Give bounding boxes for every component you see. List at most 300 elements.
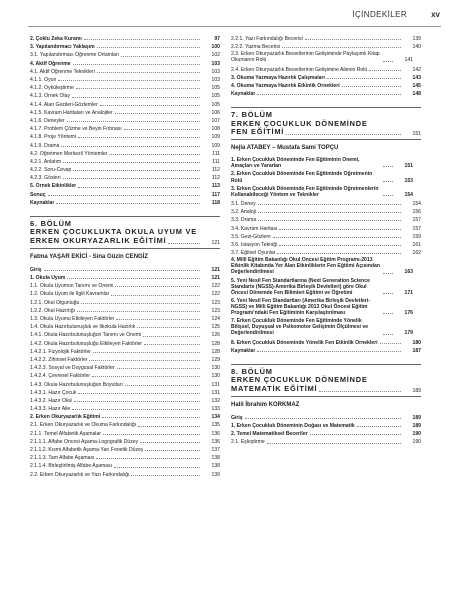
toc-entry-title: 1.4.2.4. Çevresel Faktörler: [30, 373, 91, 380]
toc-entry-title: 2.2. Erken Okuryazarlık ve Yazı Farkındalığı: [30, 471, 130, 478]
chapter-page: 121: [211, 239, 220, 246]
chapter-7-heading: [231, 107, 421, 151]
leader-dots: [78, 137, 200, 138]
chapter-8-heading: [231, 364, 421, 408]
toc-entry: [231, 317, 421, 337]
toc-entry-page: 103: [211, 60, 220, 67]
toc-entry-title: 8. Erken Çocukluk Döneminde Yönelik Fen Etkinlik Örnekleri: [231, 339, 378, 346]
leader-dots: [72, 97, 200, 98]
chapter-title-text: FEN EĞİTİMİ: [231, 127, 285, 137]
toc-entry-title: 1.4.2.1. Fizyolojik Faktörler: [30, 348, 91, 355]
toc-entry: [30, 453, 220, 461]
leader-dots: [383, 195, 393, 196]
toc-entry-title: 1.1. Okula Uyumun Tanımı ve Önemi: [30, 283, 114, 290]
toc-entry: [231, 248, 421, 256]
leader-dots: [76, 88, 200, 89]
toc-entry: [231, 73, 421, 81]
leader-dots: [383, 61, 393, 62]
toc-entry-title: 4.1. Aktif Öğrenme Teknikleri: [30, 68, 95, 75]
leader-dots: [245, 418, 401, 419]
leader-dots: [342, 86, 401, 87]
toc-entry-title: 2.1. Erken Okuryazarlık ve Okuma Farkındalığı: [30, 422, 137, 429]
toc-entry: [30, 298, 220, 306]
chapter-label: 6. BÖLÜM: [30, 218, 72, 228]
toc-entry-title: 4.1.7. Problem Çözme ve Beyin Fırtınası: [30, 126, 122, 133]
toc-entry: [231, 338, 421, 346]
toc-entry-title: Kaynaklar: [30, 199, 55, 206]
leader-dots: [137, 327, 200, 328]
leader-dots: [327, 78, 401, 79]
toc-entry-title: 3. Erken Çocukluk Döneminde Fen Eğitiminde Öğretmenlerin Kullanabileceği Yöntem ve Teknikler: [231, 185, 379, 198]
toc-entry-title: 3.5. Gezi-Gözlem: [231, 233, 271, 240]
chapter-6-heading: [30, 216, 220, 260]
leader-dots: [258, 212, 401, 213]
toc-entry: [231, 429, 421, 437]
leader-dots: [125, 385, 200, 386]
toc-entry: [231, 437, 421, 445]
leader-dots: [73, 170, 200, 171]
leader-dots: [100, 105, 200, 106]
chapter-page: 189: [412, 387, 421, 394]
toc-entry-page: 140: [412, 44, 421, 51]
toc-entry-title: 2. Temel Matematiksel Beceriler: [231, 431, 308, 438]
toc-entry-title: 1.4.3.2. Hazır Okul: [30, 397, 73, 404]
toc-entry-page: 130: [211, 365, 220, 372]
toc-entry-page: 154: [412, 200, 421, 207]
toc-entry: [231, 156, 421, 170]
leader-dots: [121, 56, 200, 57]
toc-entry-title: 2. Çoklu Zeka Kuramı: [30, 36, 82, 43]
leader-dots: [111, 295, 200, 296]
toc-entry-page: 128: [211, 348, 220, 355]
toc-entry: [30, 347, 220, 355]
toc-entry: [231, 413, 421, 421]
toc-entry: [231, 50, 421, 64]
leader-dots: [277, 253, 401, 254]
chapter-title-line: [30, 237, 220, 246]
toc-entry-title: 4.1.4. Alan Gezileri-Gözlemler: [30, 101, 98, 108]
page-number: xv: [431, 10, 440, 19]
leader-dots: [143, 336, 200, 337]
toc-entry-page: 111: [212, 150, 220, 157]
toc-entry-page: 109: [211, 142, 220, 149]
toc-entry-page: 189: [412, 414, 421, 421]
leader-dots: [369, 70, 401, 71]
toc-entry-title: 4.1.2. Öyküleştirme: [30, 85, 74, 92]
leader-dots: [131, 475, 200, 476]
toc-entry: [30, 165, 220, 173]
toc-entry-title: 1.4.3.3. Hazır Aile: [30, 406, 71, 413]
toc-entry: [30, 83, 220, 91]
chapter-title-line: [231, 128, 421, 137]
toc-entry-page: 107: [211, 117, 220, 124]
toc-entry: [231, 34, 421, 42]
leader-dots: [73, 64, 200, 65]
toc-entry-page: 187: [412, 347, 421, 354]
toc-list: [231, 156, 421, 354]
toc-entry: [231, 89, 421, 97]
toc-entry-title: 4.1.3. Örnek Olay: [30, 93, 70, 100]
leader-dots: [103, 434, 200, 435]
leader-dots: [109, 154, 200, 155]
toc-entry-title: 2.1.1. Temel Alfabetik Aşamalar: [30, 430, 101, 437]
toc-entry-page: 137: [211, 447, 220, 454]
leader-dots: [319, 391, 401, 392]
toc-entry: [30, 396, 220, 404]
leader-dots: [67, 278, 200, 279]
leader-dots: [383, 313, 393, 314]
leader-dots: [357, 426, 401, 427]
toc-entry-title: 1.4.1. Okula Hazırbulunuşluğun Tanımı ve Önemi: [30, 332, 142, 339]
toc-entry: [30, 42, 220, 50]
toc-entry: [30, 330, 220, 338]
leader-dots: [282, 47, 401, 48]
chapter-rule: [231, 107, 421, 108]
toc-entry-title: 1.2.1. Okul Olgunluğu: [30, 299, 80, 306]
toc-entry-page: 163: [404, 269, 413, 276]
toc-entry: [30, 420, 220, 428]
chapter-authors: Fatma YAŞAR EKİCİ - Sina Güzin CENGİZ: [30, 253, 149, 260]
toc-entry: [231, 185, 421, 199]
toc-entry-title: 1.2. Okula Uyum ile İlgili Kavramlar: [30, 291, 110, 298]
toc-entry-page: 138: [211, 455, 220, 462]
toc-entry-title: Giriş: [231, 414, 243, 421]
toc-entry: [30, 67, 220, 75]
leader-dots: [380, 343, 401, 344]
toc-entry-title: 3.4. Kavram Haritası: [231, 225, 278, 232]
chapter-title-line: [231, 385, 421, 394]
leader-dots: [286, 134, 401, 135]
toc-entry: [30, 108, 220, 116]
toc-entry-page: 105: [211, 101, 220, 108]
toc-entry-page: 124: [211, 316, 220, 323]
toc-list: [231, 413, 421, 446]
toc-entry-page: 97: [214, 36, 220, 43]
leader-dots: [48, 195, 200, 196]
toc-entry-title: 4.1.9. Drama: [30, 142, 60, 149]
toc-entry-page: 130: [211, 373, 220, 380]
leader-dots: [63, 178, 200, 179]
toc-entry: [30, 149, 220, 157]
toc-entry: [231, 207, 421, 215]
toc-entry-title: 3.1. Yapılandırmacı Öğrenme Ortamları: [30, 52, 119, 59]
leader-dots: [92, 376, 200, 377]
toc-entry-title: 2.1. Eşleştirme: [231, 439, 265, 446]
toc-entry: [30, 157, 220, 165]
toc-entry-page: 109: [211, 134, 220, 141]
toc-entry-page: 105: [211, 93, 220, 100]
leader-dots: [310, 434, 401, 435]
toc-entry: [231, 232, 421, 240]
toc-entry-page: 141: [404, 57, 413, 64]
toc-entry-title: 3.3. Drama: [231, 217, 257, 224]
toc-entry: [30, 140, 220, 148]
toc-entry-page: 154: [404, 191, 413, 198]
toc-entry-page: 131: [211, 381, 220, 388]
leader-dots: [273, 237, 401, 238]
leader-dots: [97, 72, 200, 73]
toc-entry-page: 190: [412, 439, 421, 446]
toc-entry-title: Kaynaklar: [231, 91, 256, 98]
leader-dots: [56, 203, 200, 204]
chapter-rule: [30, 248, 220, 249]
toc-entry-page: 123: [211, 299, 220, 306]
toc-entry-title: 7. Erken Çocukluk Döneminde Fen Eğitiminde Yönelik Bilişsel, Duyuşsal ve Psikomotor Gelişimin Ölçülmesi ve Değerlendirilmesi: [231, 318, 369, 337]
toc-entry-title: 4.1.8. Proje Yöntemi: [30, 134, 77, 141]
toc-entry: [30, 75, 220, 83]
toc-entry-title: 3.2. Analoji: [231, 209, 256, 216]
header-rule: [28, 26, 441, 27]
running-title: İÇİNDEKİLER: [352, 10, 407, 19]
toc-entry-page: 105: [211, 85, 220, 92]
toc-entry: [231, 215, 421, 223]
leader-dots: [115, 286, 200, 287]
leader-dots: [63, 162, 200, 163]
leader-dots: [124, 129, 200, 130]
toc-entry-title: 2.1.1.4. Birleştirilmiş Alfabe Aşaması: [30, 463, 113, 470]
toc-entry-title: 4. Okuma Yazmaya Hazırlık Etkinlik Örnekleri: [231, 83, 340, 90]
chapter-label: 8. BÖLÜM: [231, 366, 273, 376]
chapter-title-line: ERKEN ÇOCUKLUK DÖNEMİNDE: [231, 375, 368, 385]
toc-entry-title: 2.3. Erken Okuryazarlık Becerilerinin Gelişiminde Paylaşımlı Kitap Okumanın Rolü: [231, 51, 380, 64]
toc-entry-title: 4.2. Öğretmen Merkezli Yöntemler: [30, 150, 108, 157]
toc-entry-title: 5. Örnek Etkinlikler: [30, 183, 77, 190]
toc-entry-page: 136: [211, 438, 220, 445]
toc-entry-page: 179: [404, 330, 413, 337]
toc-entry: [30, 190, 220, 198]
leader-dots: [89, 360, 200, 361]
leader-dots: [117, 368, 200, 369]
leader-dots: [97, 47, 200, 48]
leader-dots: [67, 121, 200, 122]
toc-entry-title: 5. Yeni Nesil Fen Standartlarına (Next Generation Science Standarts (NGSS)-Amerika Birleşik Devletleri) göre Okul Öncesi Dönemde Fen Bilimleri Eğitimi ve Öğretimi: [231, 277, 370, 296]
toc-entry-page: 171: [404, 289, 413, 296]
toc-entry-title: Sonuç: [30, 191, 46, 198]
toc-entry: [30, 355, 220, 363]
toc-entry-page: 111: [212, 158, 220, 165]
toc-entry: [30, 265, 220, 273]
page-header: [0, 0, 459, 32]
chapter-page: 151: [412, 131, 421, 138]
toc-entry-title: 4.2.2. Soru-Cevap: [30, 167, 72, 174]
toc-entry-title: Kaynaklar: [231, 347, 256, 354]
chapter-title-line: ERKEN ÇOCUKLUKTA OKULA UYUM VE: [30, 227, 198, 237]
toc-entry-page: 148: [412, 91, 421, 98]
leader-dots: [114, 467, 200, 468]
leader-dots: [58, 80, 200, 81]
leader-dots: [145, 450, 200, 451]
toc-entry-page: 100: [211, 44, 220, 51]
leader-dots: [383, 334, 393, 335]
chapter-label: 7. BÖLÜM: [231, 110, 273, 120]
toc-list: [30, 34, 220, 206]
chapter-rule: [30, 216, 220, 217]
toc-entry-page: 108: [211, 126, 220, 133]
leader-dots: [383, 293, 393, 294]
toc-entry-title: 2.2.1. Yazı Farkındalığı Becerisi: [231, 36, 303, 43]
leader-dots: [140, 442, 200, 443]
toc-list: [30, 265, 220, 478]
toc-entry: [231, 170, 421, 184]
toc-entry-page: 117: [211, 191, 220, 198]
leader-dots: [144, 344, 200, 345]
toc-entry-page: 128: [211, 340, 220, 347]
toc-entry-page: 161: [412, 241, 421, 248]
toc-entry: [30, 445, 220, 453]
toc-entry-title: 2.4. Erken Okuryazarlık Becerilerinin Gelişimine Ailenin Rolü: [231, 66, 368, 73]
toc-entry-page: 157: [412, 225, 421, 232]
toc-entry: [231, 421, 421, 429]
toc-entry-title: 1.3. Okula Uyumu Etkileyen Faktörler: [30, 316, 115, 323]
toc-entry: [30, 388, 220, 396]
leader-dots: [78, 393, 200, 394]
toc-entry-page: 132: [211, 397, 220, 404]
toc-entry: [231, 223, 421, 231]
toc-entry-page: 153: [404, 177, 413, 184]
chapter-rule: [231, 396, 421, 397]
toc-entry: [30, 100, 220, 108]
toc-entry-page: 102: [211, 52, 220, 59]
toc-entry: [231, 256, 421, 276]
toc-entry-title: Giriş: [30, 266, 42, 273]
leader-dots: [257, 351, 401, 352]
toc-entry-title: 2. Erken Okuryazarlık Eğitimi: [30, 414, 101, 421]
chapter-title-text: MATEMATİK EĞİTİMİ: [231, 383, 318, 393]
leader-dots: [74, 401, 200, 402]
toc-entry-page: 156: [412, 209, 421, 216]
toc-entry: [30, 437, 220, 445]
toc-entry-page: 143: [412, 74, 421, 81]
toc-entry: [231, 199, 421, 207]
chapter-rule: [231, 364, 421, 365]
leader-dots: [267, 443, 401, 444]
toc-entry-page: 129: [211, 356, 220, 363]
leader-dots: [115, 113, 200, 114]
toc-entry: [30, 404, 220, 412]
chapter-title-text: ERKEN OKURYAZARLIK EĞİTİMİ: [30, 235, 167, 245]
leader-dots: [102, 417, 200, 418]
toc-entry-page: 136: [211, 430, 220, 437]
leader-dots: [84, 39, 200, 40]
toc-entry-page: 145: [412, 83, 421, 90]
toc-entry: [30, 132, 220, 140]
leader-dots: [93, 352, 200, 353]
leader-dots: [81, 303, 200, 304]
toc-entry-page: 135: [211, 422, 220, 429]
leader-dots: [44, 270, 200, 271]
toc-entry-page: 133: [211, 406, 220, 413]
toc-entry-page: 122: [211, 291, 220, 298]
chapter-rule: [231, 139, 421, 140]
toc-entry-title: 6. Yeni Nesil Fen Standartları (Amerika Birleşik Devletleri-NGSS) ve Milli Eğitim Bakanlığı 2013 Okul Öncesi Eğitim Programı'ndaki Fen Eğitiminin Karşılaştırılması: [231, 297, 370, 317]
leader-dots: [116, 319, 200, 320]
toc-entry: [231, 81, 421, 89]
toc-right-column: [231, 34, 421, 446]
toc-entry-title: 3.7. Eğitsel Oyunlar: [231, 250, 276, 257]
toc-entry: [30, 173, 220, 181]
toc-entry: [30, 306, 220, 314]
toc-entry-title: 3.1. Deney: [231, 200, 256, 207]
toc-entry-title: 4. Aktif Öğrenme: [30, 60, 71, 67]
leader-dots: [138, 426, 200, 427]
toc-entry: [30, 412, 220, 420]
toc-entry-page: 123: [211, 307, 220, 314]
toc-entry-page: 126: [211, 332, 220, 339]
toc-entry-page: 112: [211, 175, 220, 182]
toc-entry-title: 1.4.2.3. Sosyal ve Duygusal Faktörler: [30, 365, 115, 372]
toc-entry: [30, 198, 220, 206]
leader-dots: [279, 229, 401, 230]
toc-entry: [30, 91, 220, 99]
toc-entry-title: 4.1.6. Deneyler: [30, 117, 65, 124]
toc-entry: [30, 124, 220, 132]
leader-dots: [383, 181, 393, 182]
toc-entry: [30, 322, 220, 330]
toc-entry-page: 118: [211, 199, 220, 206]
toc-entry-page: 112: [211, 167, 220, 174]
toc-entry-page: 189: [412, 423, 421, 430]
toc-entry-page: 139: [211, 471, 220, 478]
toc-entry: [30, 289, 220, 297]
toc-entry: [231, 65, 421, 73]
chapter-title-line: ERKEN ÇOCUKLUK DÖNEMİNDE: [231, 118, 368, 128]
leader-dots: [257, 94, 401, 95]
toc-entry-page: 103: [211, 77, 220, 84]
toc-entry-page: 190: [412, 431, 421, 438]
toc-entry-page: 142: [412, 66, 421, 73]
toc-entry: [30, 379, 220, 387]
toc-entry: [30, 273, 220, 281]
toc-entry-page: 121: [211, 275, 220, 282]
leader-dots: [77, 311, 200, 312]
leader-dots: [279, 245, 401, 246]
toc-entry: [30, 363, 220, 371]
toc-entry-title: 2.2.2. Yazma Becerisi: [231, 44, 281, 51]
toc-entry-title: 1.4.3. Okula Hazırbulunuşluğun Boyutları: [30, 381, 123, 388]
toc-entry-title: 1. Okula Uyum: [30, 275, 66, 282]
chapter-authors: Halil İbrahim KORKMAZ: [231, 401, 300, 408]
toc-entry-page: 180: [412, 339, 421, 346]
toc-entry-title: 1. Erken Çocukluk Döneminde Fen Eğitiminin Önemi, Amaçları ve Yararları: [231, 157, 360, 170]
leader-dots: [258, 220, 401, 221]
toc-entry: [30, 314, 220, 322]
toc-entry-page: 138: [211, 463, 220, 470]
toc-entry: [30, 116, 220, 124]
leader-dots: [72, 409, 200, 410]
toc-entry-title: 1.2.2. Okul Hazırlığı: [30, 307, 76, 314]
leader-dots: [96, 458, 200, 459]
toc-entry: [30, 461, 220, 469]
toc-entry-title: 4.1.1. Oyun: [30, 77, 57, 84]
toc-entry-page: 157: [412, 217, 421, 224]
chapter-authors: Nejla ATABEY – Mustafa Sami TOPÇU: [231, 145, 339, 152]
leader-dots: [258, 204, 401, 205]
toc-entry: [30, 34, 220, 42]
toc-entry-title: 4.1.5. Kavram Haritaları ve Analojiler: [30, 109, 113, 116]
toc-entry-title: 3. Yapılandırmacı Yaklaşım: [30, 44, 95, 51]
toc-entry: [30, 339, 220, 347]
toc-entry-page: 159: [412, 233, 421, 240]
toc-entry-page: 106: [211, 109, 220, 116]
toc-entry-page: 113: [211, 183, 220, 190]
leader-dots: [168, 243, 200, 244]
leader-dots: [78, 187, 200, 188]
toc-entry: [231, 240, 421, 248]
toc-entry: [231, 346, 421, 354]
toc-list: [231, 34, 421, 97]
toc-entry-page: 162: [412, 250, 421, 257]
toc-entry-page: 103: [211, 68, 220, 75]
